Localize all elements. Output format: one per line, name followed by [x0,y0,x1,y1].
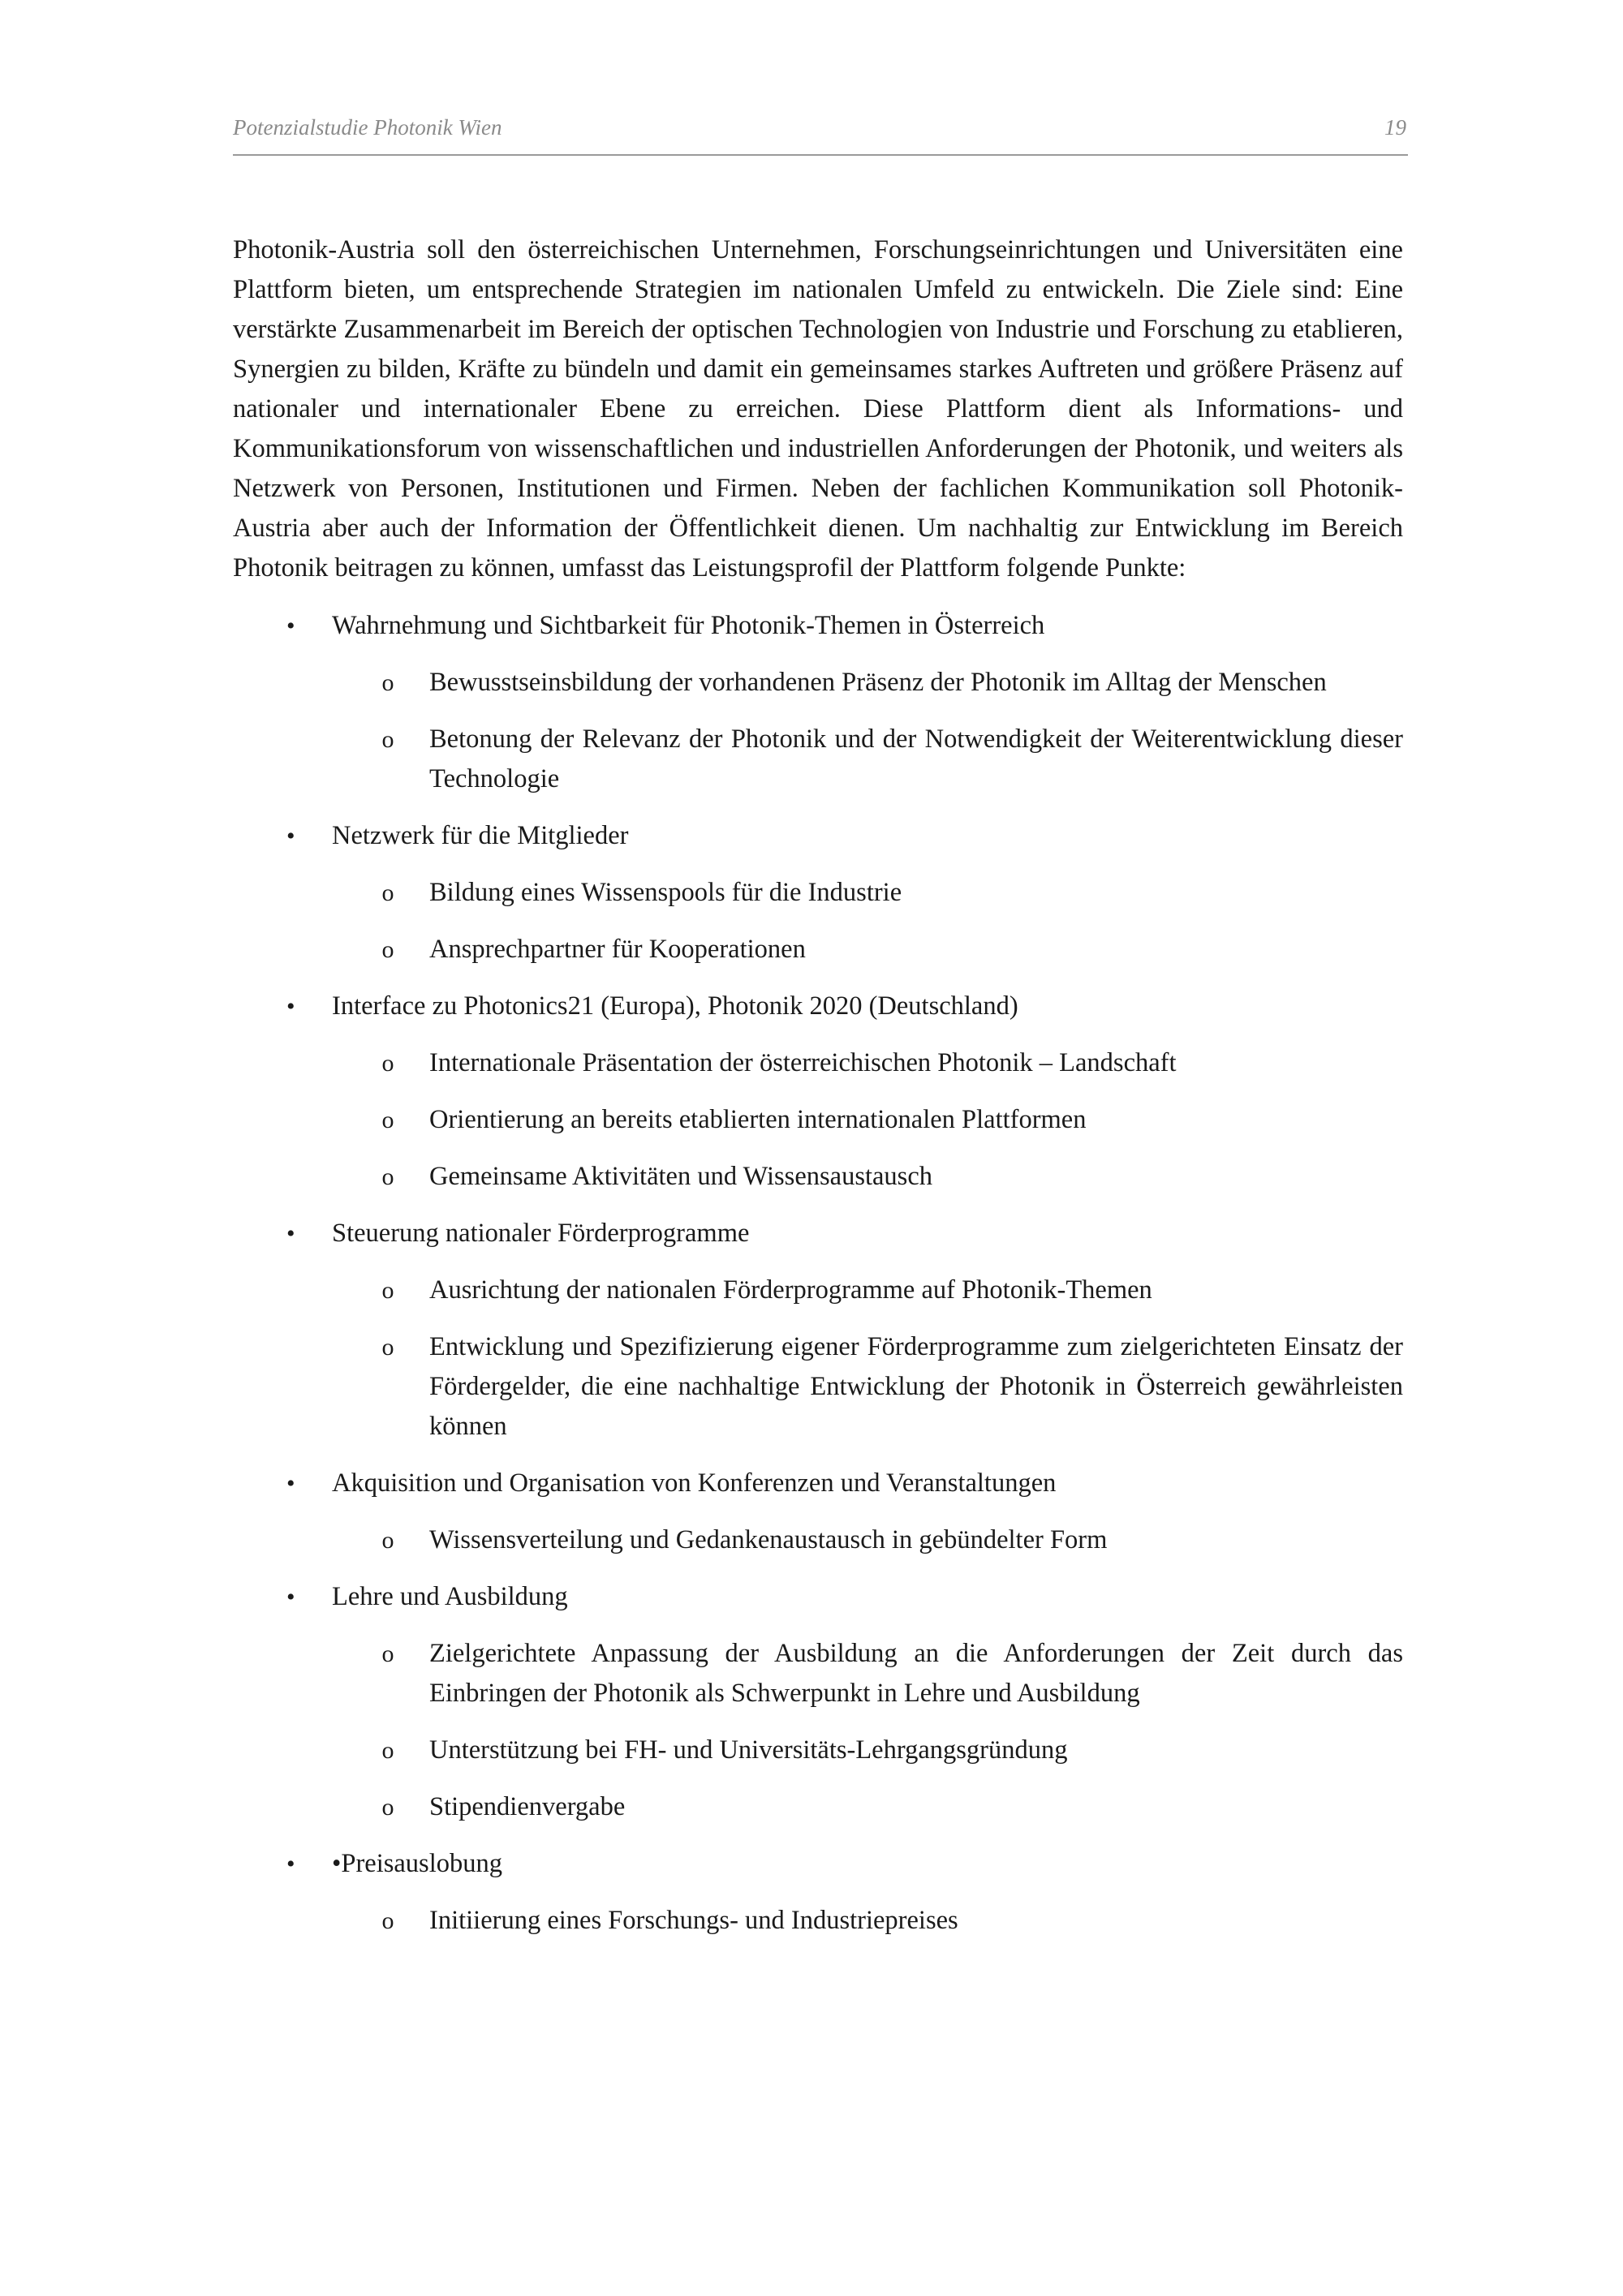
sub-list-item [233,720,1403,799]
list-item-text: •Preisauslobung [332,1849,502,1878]
sub-list [332,1634,1403,1827]
list-item-text: Interface zu Photonics21 (Europa), Photonik 2020 (Deutschland) [332,991,1018,1021]
sub-list-item [233,1327,1403,1447]
list-item-text: Wahrnehmung und Sichtbarkeit für Photonik-Themen in Österreich [332,611,1045,640]
sub-list [332,663,1403,799]
sub-list-item-text: Unterstützung bei FH- und Universitäts-Lehrgangsgründung [429,1735,1068,1765]
sub-list-item-text: Internationale Präsentation der österreichischen Photonik – Landschaft [429,1048,1177,1077]
circle-bullet-icon: o [381,1527,394,1554]
circle-bullet-icon: o [381,1737,394,1764]
sub-list-item [233,1157,1403,1197]
sub-list-item-text: Stipendienvergabe [429,1792,626,1821]
list-item-text: Akquisition und Organisation von Konferenzen und Veranstaltungen [332,1468,1057,1498]
list-item-text: Steuerung nationaler Förderprogramme [332,1219,750,1248]
circle-bullet-icon: o [381,879,394,906]
sub-list-item [233,1100,1403,1140]
sub-list-item-text: Entwicklung und Spezifizierung eigener Förderprogramme zum zielgerichteten Einsatz der Fördergelder, die eine nachhaltige Entwicklung der Photonik in Österreich gewährleisten können [429,1332,1403,1441]
sub-list-item [233,873,1403,913]
circle-bullet-icon: o [381,1163,394,1190]
sub-list-item-text: Betonung der Relevanz der Photonik und der Notwendigkeit der Weiterentwicklung dieser Technologie [429,724,1403,793]
sub-list-item-text: Ausrichtung der nationalen Förderprogramme auf Photonik-Themen [429,1275,1152,1305]
sub-list-item-text: Initiierung eines Forschungs- und Industriepreises [429,1906,958,1935]
circle-bullet-icon: o [381,1050,394,1077]
page-header [233,112,1408,156]
sub-list-item [233,1520,1403,1560]
sub-list-item-text: Zielgerichtete Anpassung der Ausbildung an die Anforderungen der Zeit durch das Einbringen der Photonik als Schwerpunkt in Lehre und Ausbildung [429,1639,1403,1708]
circle-bullet-icon: o [381,1277,394,1304]
sub-list [332,1520,1403,1560]
header-title: Potenzialstudie Photonik Wien [233,115,502,140]
list-item [233,987,1403,1197]
main-content [233,230,1403,1958]
sub-list-item [233,1901,1403,1941]
intro-paragraph: Photonik-Austria soll den österreichischen Unternehmen, Forschungseinrichtungen und Universitäten eine Plattform bieten, um entsprechende Strategien im nationalen Umfeld zu entwickeln. Die Ziele sind: Eine verstärkte Zusammenarbeit im Bereich der optischen Technologien von Industrie und Forschung zu etablieren, Synergien zu bilden, Kräfte zu bündeln und damit ein gemeinsames starkes Auftreten und größere Präsenz auf nationaler und internationaler Ebene zu erreichen. Diese Plattform dient als Informations- und Kommunikationsforum von wissenschaftlichen und industriellen Anforderungen der Photonik, und weiters als Netzwerk von Personen, Institutionen und Firmen. Neben der fachlichen Kommunikation soll Photonik-Austria aber auch der Information der Öffentlichkeit dienen. Um nachhaltig zur Entwicklung im Bereich Photonik beitragen zu können, umfasst das Leistungsprofil der Plattform folgende Punkte: [233,235,1403,583]
list-item-text: Lehre und Ausbildung [332,1582,568,1611]
circle-bullet-icon: o [381,669,394,696]
circle-bullet-icon: o [381,1794,394,1821]
bullet-icon: • [286,1470,295,1497]
bullet-icon: • [286,823,295,849]
sub-list-item [233,1043,1403,1083]
sub-list-item [233,1731,1403,1770]
service-profile-list [233,606,1403,1941]
page-number: 19 [1384,115,1406,140]
sub-list-item-text: Gemeinsame Aktivitäten und Wissensaustausch [429,1162,932,1191]
list-item-text: Netzwerk für die Mitglieder [332,821,629,850]
circle-bullet-icon: o [381,726,394,753]
sub-list-item-text: Wissensverteilung und Gedankenaustausch in gebündelter Form [429,1525,1108,1554]
sub-list-item-text: Orientierung an bereits etablierten internationalen Plattformen [429,1105,1087,1134]
list-item [233,1464,1403,1560]
bullet-icon: • [286,1220,295,1247]
list-item [233,816,1403,970]
sub-list [332,1901,1403,1941]
circle-bullet-icon: o [381,1107,394,1133]
bullet-icon: • [286,993,295,1020]
bullet-icon: • [286,613,295,639]
circle-bullet-icon: o [381,1907,394,1934]
list-item [233,1844,1403,1941]
sub-list-item [233,1787,1403,1827]
sub-list-item [233,1634,1403,1713]
sub-list-item-text: Bildung eines Wissenspools für die Industrie [429,878,902,907]
bullet-icon: • [286,1584,295,1610]
circle-bullet-icon: o [381,1640,394,1667]
sub-list [332,873,1403,970]
sub-list-item-text: Bewusstseinsbildung der vorhandenen Präsenz der Photonik im Alltag der Menschen [429,668,1327,697]
circle-bullet-icon: o [381,936,394,963]
list-item [233,1577,1403,1827]
sub-list [332,1043,1403,1197]
circle-bullet-icon: o [381,1334,394,1361]
sub-list-item [233,663,1403,703]
sub-list-item [233,1271,1403,1310]
sub-list [332,1271,1403,1447]
sub-list-item [233,930,1403,970]
sub-list-item-text: Ansprechpartner für Kooperationen [429,935,806,964]
bullet-icon: • [286,1851,295,1877]
list-item [233,606,1403,799]
list-item [233,1214,1403,1447]
